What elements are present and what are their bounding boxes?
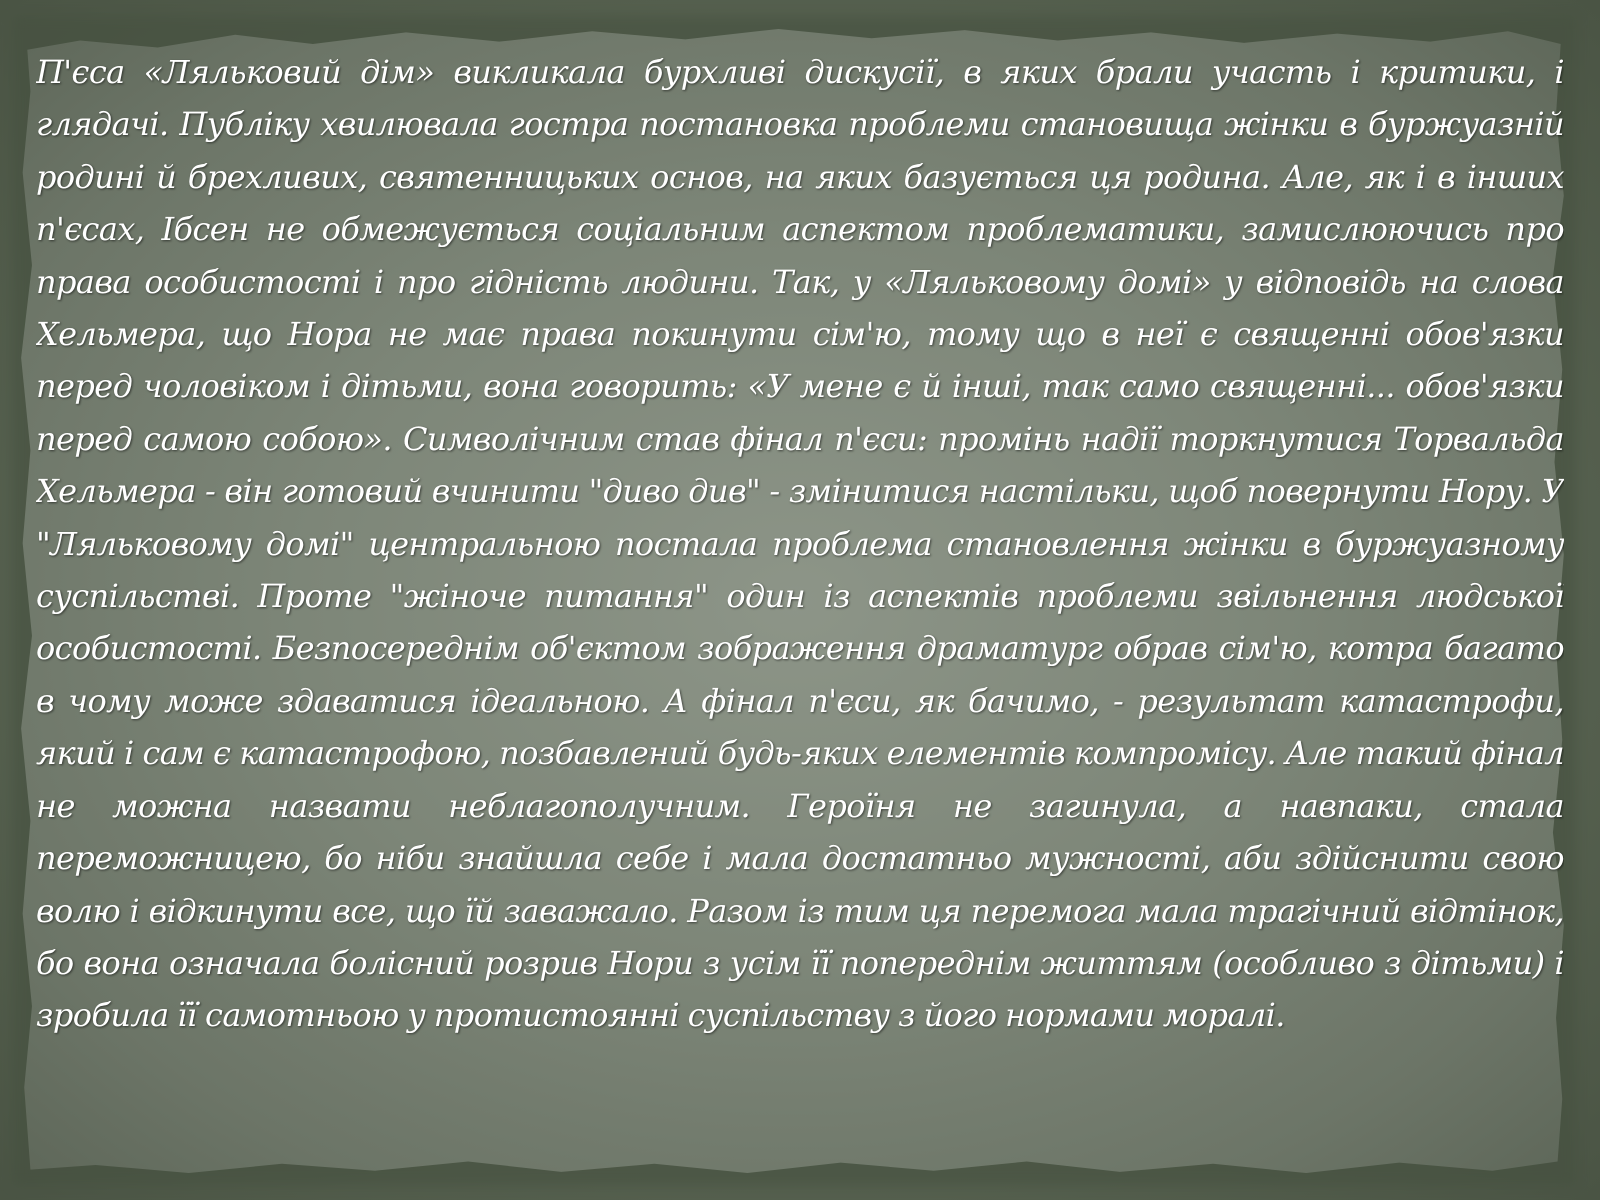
slide-body-text: П'єса «Ляльковий дім» викликала бурхливі дискусії, в яких брали участь і критики, і глядачі. Публіку хвилювала гостра постановка проблеми становища жінки в буржуазній родині й брехливих, святенницьких основ, на яких базується ця родина. Але, як і в інших п'єсах, Ібсен не обмежується соціальним аспектом проблематики, замислюючись про права особистості і про гідність людини. Так, у «Ляльковому домі» у відповідь на слова Хельмера, що Нора не має права покинути сім'ю, тому що в неї є священні обов'язки перед чоловіком і дітьми, вона говорить: «У мене є й інші, так само священні... обов'язки перед самою собою». Символічним став фінал п'єси: промінь надії торкнутися Торвальда Хельмера - він готовий вчинити "диво див" - змінитися настільки, щоб повернути Нору. У "Ляльковому домі" центральною постала проблема становлення жінки в буржуазному суспільстві. Проте "жіноче питання" один із аспектів проблеми звільнення людської особистості. Безпосереднім об'єктом зображення драматург обрав сім'ю, котра багато в чому може здаватися ідеальною. А фінал п'єси, як бачимо, - результат катастрофи, який і сам є катастрофою, позбавлений будь-яких елементів компромісу. Але такий фінал не можна назвати неблагополучним. Героїня не загинула, а навпаки, стала переможницею, бо ніби знайшла себе і мала достатньо мужності, аби здійснити свою волю і відкинути все, що їй заважало. Разом із тим ця перемога мала трагічний відтінок, бо вона означала болісний розрив Нори з усім її попереднім життям (особливо з дітьми) і зробила її самотньою у протистоянні суспільству з його нормами моралі.	[36, 53, 1564, 1035]
